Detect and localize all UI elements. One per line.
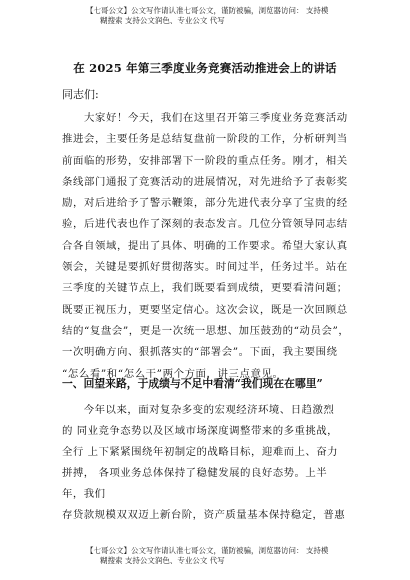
paragraph-line: 大家好！今天，我们在这里召开第三季度业务竞赛活动 xyxy=(62,112,348,124)
paragraph-line: 拼搏， 各项业务总体保持了稳健发展的良好态势。上半 xyxy=(62,467,328,479)
document-title: 在 2025 年第三季度业务竞赛活动推进会上的讲话 xyxy=(73,61,337,75)
paragraph-line: 一次明确方向、狠抓落实的“部署会”。下面，我主要围绕 xyxy=(62,346,338,359)
paragraph-line: 验，后进代表也作了深刻的表态发言。几位分管领导同志结 xyxy=(62,218,348,231)
paragraph-line: 今年以来，面对复杂多变的宏观经济环境、日趋激烈 xyxy=(62,404,335,416)
paragraph-line: 前面临的形势，安排部署下一阶段的重点任务。刚才，相关 xyxy=(62,154,348,167)
header-watermark-note xyxy=(86,6,386,26)
salutation: 同志们: xyxy=(62,88,99,101)
paragraph-line: 结的“复盘会”，更是一次统一思想、加压鼓劲的“动员会”， xyxy=(62,324,350,337)
paragraph-line: 三季度的关键节点上，我们既要看到成绩，更要看清问题； xyxy=(62,282,348,295)
paragraph-line: 领会，关键是要抓好贯彻落实。时间过半，任务过半。站在 xyxy=(62,261,348,274)
paragraph-line: 既要正视压力，更要坚定信心。这次会议，既是一次回顾总 xyxy=(62,303,348,316)
paragraph-opening xyxy=(62,108,360,385)
paragraph-line: “怎么看”和“怎么干”两个方面，讲三点意见。 xyxy=(62,367,284,380)
paragraph-line: 存贷款规模双双迈上新台阶，资产质量基本保持稳定，普惠 xyxy=(62,509,346,521)
footer-note-line-2: 糊搜索 支持公文润色、专业公文 代写 xyxy=(100,556,225,565)
paragraph-line: 合各自领域，提出了具体、明确的工作要求。希望大家认真 xyxy=(62,239,348,252)
paragraph-line: 年，我们 xyxy=(62,488,106,500)
footer-watermark-note xyxy=(86,546,386,566)
paragraph-line: 推进会，主要任务是总结复盘前一阶段的工作，分析研判当 xyxy=(62,133,348,146)
paragraph-line: 条线部门通报了竞赛活动的进展情况，对先进给予了表彰奖 xyxy=(62,175,348,188)
paragraph-line: 励，对后进给予了警示鞭策，部分先进代表分享了宝贵的经 xyxy=(62,197,348,210)
paragraph-line: 全行 上下紧紧围绕年初制定的战略目标，迎难而上、奋力 xyxy=(62,446,339,458)
header-note-line-1: 【七哥公文】公文写作请认准七哥公文，谨防被骗，浏览器访问： 支持模 xyxy=(86,6,329,15)
paragraph-section-one xyxy=(62,400,362,526)
section-heading-one: 一、回望来路，于成绩与不足中看清“我们现在在哪里” xyxy=(62,377,323,390)
footer-note-line-1: 【七哥公文】公文写作请认准七哥公文，谨防被骗，浏览器访问： 支持模 xyxy=(86,546,329,555)
header-note-line-2: 糊搜索 支持公文润色、专业公文 代写 xyxy=(100,16,225,25)
paragraph-line: 的 同业竞争态势以及区域市场深度调整带来的多重挑战， xyxy=(62,425,339,437)
